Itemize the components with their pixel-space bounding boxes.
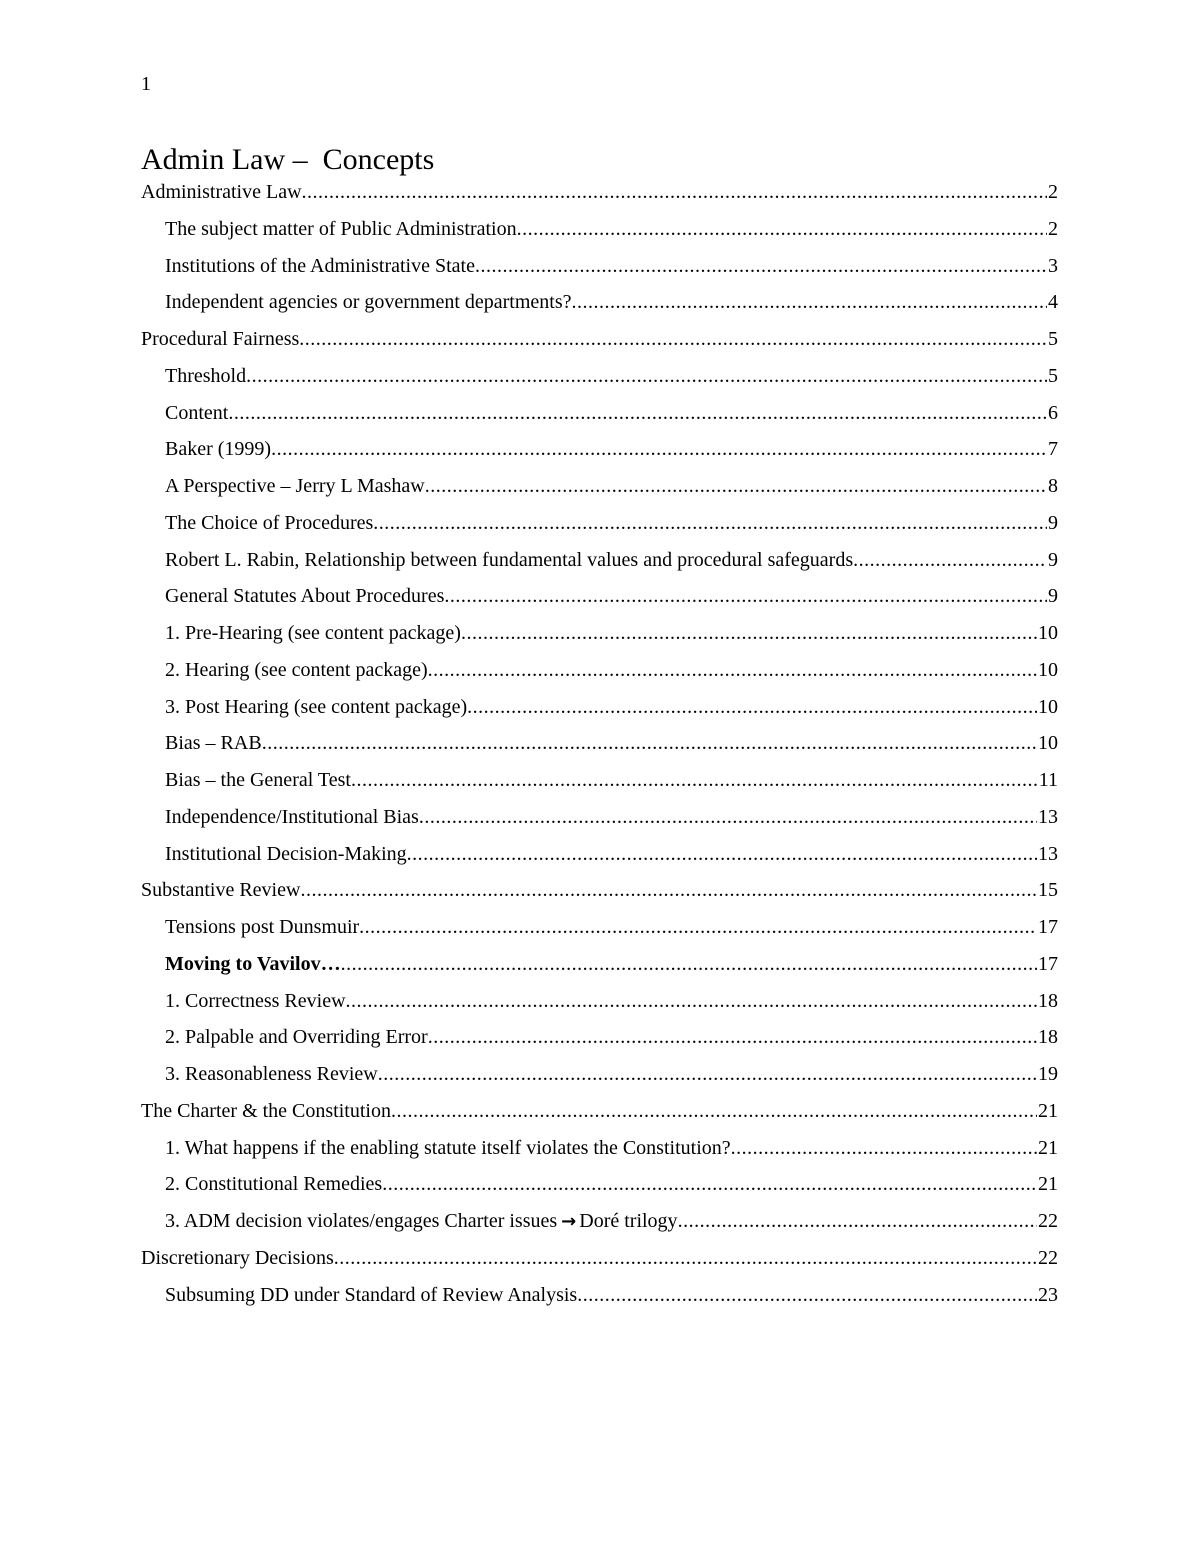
toc-entry-label: [141, 872, 300, 908]
toc-dot-leader: [517, 211, 1047, 247]
toc-entry-text: 1. What happens if the enabling statute itself violates the Constitution?: [165, 1136, 731, 1159]
toc-entry-text: Bias – the General Test: [165, 769, 351, 791]
toc-subheading-entry[interactable]: [141, 578, 1058, 615]
toc-entry-label: [165, 248, 475, 284]
toc-entry-label: [165, 1203, 678, 1240]
toc-entry-text: The subject matter of Public Administration: [165, 217, 517, 240]
toc-subheading-entry[interactable]: [141, 725, 1058, 762]
toc-subheading-entry[interactable]: [141, 211, 1058, 248]
toc-subheading-entry[interactable]: [141, 431, 1058, 468]
toc-entry-text: Bias – RAB: [165, 732, 262, 755]
toc-entry-text: A Perspective – Jerry L Mashaw: [165, 475, 425, 497]
toc-page-number: 8: [1048, 475, 1058, 497]
toc-page-number: 10: [1038, 695, 1058, 718]
toc-entry-label: [165, 542, 853, 578]
toc-dot-leader: [425, 468, 1047, 504]
toc-page-number: 11: [1038, 769, 1058, 791]
toc-entry-text: Baker (1999): [165, 438, 272, 461]
toc-entry-label: [165, 909, 359, 945]
toc-subheading-entry[interactable]: [141, 542, 1058, 579]
toc-entry-label: [165, 946, 341, 982]
toc-entry-text: General Statutes About Procedures: [165, 585, 445, 608]
toc-entry-label: [165, 799, 419, 835]
toc-entry-label: [141, 321, 299, 357]
toc-dot-leader: [572, 284, 1047, 320]
toc-heading-entry[interactable]: [141, 1240, 1058, 1277]
toc-page-number: 21: [1038, 1173, 1058, 1196]
toc-entry-text: 2. Constitutional Remedies: [165, 1173, 383, 1196]
toc-entry-text: 1. Correctness Review: [165, 989, 346, 1012]
toc-subheading-entry[interactable]: [141, 284, 1058, 321]
toc-dot-leader: [407, 836, 1037, 872]
toc-entry-label: [165, 578, 444, 614]
toc-page-number: 2: [1048, 217, 1058, 240]
toc-page-number: 13: [1038, 805, 1058, 828]
toc-page-number: 21: [1038, 1099, 1058, 1122]
toc-dot-leader: [300, 872, 1037, 908]
toc-subheading-entry[interactable]: [141, 909, 1058, 946]
toc-entry-text: Administrative Law: [141, 181, 302, 203]
toc-entry-label: [165, 211, 517, 247]
toc-page-number: 10: [1038, 622, 1058, 644]
toc-entry-label: [165, 431, 271, 467]
toc-page-number: 15: [1038, 879, 1058, 902]
toc-page-number: 17: [1038, 916, 1058, 938]
toc-entry-label: [165, 615, 461, 651]
toc-entry-text: 3. Reasonableness Review: [165, 1063, 378, 1085]
toc-page-number: 2: [1048, 181, 1058, 203]
toc-subheading-entry[interactable]: [141, 1056, 1058, 1093]
toc-entry-label: [165, 468, 425, 504]
toc-dot-leader: [359, 909, 1037, 945]
toc-page-number: 21: [1038, 1136, 1058, 1159]
toc-dot-leader: [228, 395, 1047, 431]
toc-subheading-entry[interactable]: [141, 1203, 1058, 1240]
toc-entry-text: Threshold: [165, 364, 247, 387]
toc-page-number: 19: [1038, 1063, 1058, 1085]
toc-subheading-entry[interactable]: [141, 395, 1058, 432]
toc-entry-text: Procedural Fairness: [141, 328, 300, 350]
toc-entry-label: [141, 1240, 334, 1276]
toc-page-number: 17: [1038, 952, 1058, 975]
toc-heading-entry[interactable]: [141, 872, 1058, 909]
toc-dot-leader: [467, 689, 1037, 725]
toc-entry-text: 3. Post Hearing (see content package): [165, 695, 468, 718]
toc-page-number: 13: [1038, 842, 1058, 865]
toc-entry-text: Tensions post Dunsmuir: [165, 916, 360, 938]
toc-entry-label: [141, 1093, 391, 1129]
right-arrow-icon: →: [561, 1211, 577, 1232]
toc-subheading-entry[interactable]: [141, 1166, 1058, 1203]
toc-subheading-entry[interactable]: [141, 505, 1058, 542]
toc-entry-text: Robert L. Rabin, Relationship between fundamental values and procedural safeguards: [165, 548, 854, 571]
toc-dot-leader: [678, 1203, 1037, 1239]
toc-entry-text: Discretionary Decisions: [141, 1246, 334, 1269]
toc-subheading-entry[interactable]: [141, 468, 1058, 505]
toc-subheading-entry[interactable]: [141, 836, 1058, 873]
toc-entry-label: [165, 284, 572, 320]
toc-dot-leader: [428, 652, 1037, 688]
toc-entry-text: 2. Palpable and Overriding Error: [165, 1026, 428, 1049]
toc-subheading-entry[interactable]: [141, 762, 1058, 799]
toc-page-number: 5: [1048, 364, 1058, 387]
toc-entry-label: [165, 983, 346, 1019]
toc-entry-label: [165, 1130, 731, 1166]
toc-page-number: 18: [1038, 1026, 1058, 1049]
toc-entry-label: [165, 1277, 577, 1313]
toc-dot-leader: [428, 1019, 1037, 1055]
toc-entry-label: [165, 395, 228, 431]
toc-subheading-entry[interactable]: [141, 1130, 1058, 1167]
toc-dot-leader: [299, 321, 1047, 357]
toc-entry-text: Subsuming DD under Standard of Review Analysis: [165, 1283, 578, 1306]
toc-page-number: 4: [1048, 291, 1058, 314]
toc-entry-text: The Choice of Procedures: [165, 511, 374, 534]
toc-page-number: 9: [1048, 548, 1058, 571]
toc-heading-entry[interactable]: [141, 174, 1058, 211]
toc-dot-leader: [382, 1166, 1037, 1202]
toc-entry-label: [165, 1166, 382, 1202]
toc-dot-leader: [475, 248, 1047, 284]
toc-entry-text: Institutional Decision-Making: [165, 842, 407, 865]
toc-subheading-entry[interactable]: [141, 689, 1058, 726]
toc-page-number: 18: [1038, 989, 1058, 1012]
toc-dot-leader: [444, 578, 1047, 614]
toc-entry-text: Independent agencies or government departments?: [165, 291, 572, 314]
toc-page-number: 6: [1048, 401, 1058, 424]
toc-entry-label: [141, 174, 302, 210]
toc-dot-leader: [853, 542, 1047, 578]
toc-heading-entry[interactable]: [141, 1093, 1058, 1130]
toc-page-number: 10: [1038, 658, 1058, 681]
toc-page-number: 9: [1048, 585, 1058, 608]
toc-dot-leader: [577, 1277, 1037, 1313]
toc-dot-leader: [346, 983, 1037, 1019]
toc-entry-text-continued: Doré trilogy: [579, 1210, 678, 1232]
toc-subheading-entry[interactable]: [141, 248, 1058, 285]
page-number: 1: [141, 73, 151, 95]
toc-entry-text: Content: [165, 401, 229, 424]
toc-dot-leader: [302, 174, 1047, 210]
toc-entry-text: 3. ADM decision violates/engages Charter issues: [165, 1210, 558, 1232]
toc-entry-text: 2. Hearing (see content package): [165, 658, 428, 681]
toc-page-number: 7: [1048, 438, 1058, 461]
toc-dot-leader: [731, 1130, 1037, 1166]
toc-subheading-entry[interactable]: [141, 983, 1058, 1020]
toc-entry-label: [165, 689, 467, 725]
toc-entry-text: The Charter & the Constitution: [141, 1099, 391, 1122]
toc-entry-text: Independence/Institutional Bias: [165, 805, 419, 828]
toc-dot-leader: [246, 358, 1047, 394]
toc-entry-label: [165, 1056, 378, 1092]
toc-dot-leader: [373, 505, 1047, 541]
toc-subheading-entry[interactable]: [141, 358, 1058, 395]
toc-entry-text: Institutions of the Administrative State: [165, 254, 475, 277]
toc-dot-leader: [271, 431, 1047, 467]
toc-dot-leader: [378, 1056, 1037, 1092]
toc-page-number: 23: [1038, 1283, 1058, 1306]
toc-page-number: 3: [1048, 254, 1058, 277]
toc-page-number: 5: [1048, 328, 1058, 350]
toc-heading-entry[interactable]: [141, 321, 1058, 358]
toc-dot-leader: [351, 762, 1038, 798]
toc-subheading-entry[interactable]: [141, 1277, 1058, 1314]
toc-subheading-entry[interactable]: [141, 652, 1058, 689]
toc-dot-leader: [262, 725, 1037, 761]
toc-entry-text: 1. Pre-Hearing (see content package): [165, 622, 461, 644]
page-title: Admin Law – Concepts: [141, 143, 435, 176]
toc-dot-leader: [391, 1093, 1037, 1129]
toc-subheading-entry[interactable]: [141, 1019, 1058, 1056]
toc-page-number: 22: [1038, 1246, 1058, 1269]
toc-entry-label: [165, 652, 428, 688]
toc-dot-leader: [419, 799, 1037, 835]
toc-dot-leader: [334, 1240, 1037, 1276]
toc-entry-label: [165, 505, 373, 541]
toc-page-number: 10: [1038, 732, 1058, 755]
toc-entry-label: [165, 1019, 428, 1055]
toc-entry-label: [165, 358, 246, 394]
toc-subheading-entry[interactable]: [141, 615, 1058, 652]
toc-page-number: 9: [1048, 511, 1058, 534]
toc-entry-label: [165, 725, 262, 761]
toc-subheading-entry[interactable]: [141, 946, 1058, 983]
toc-entry-label: [165, 836, 407, 872]
toc-subheading-entry[interactable]: [141, 799, 1058, 836]
toc-dot-leader: [341, 946, 1037, 982]
toc-entry-text: Moving to Vavilov…: [165, 952, 341, 975]
toc-entry-text: Substantive Review: [141, 879, 301, 902]
toc-entry-label: [165, 762, 351, 798]
toc-page-number: 22: [1038, 1210, 1058, 1232]
table-of-contents: [141, 174, 1058, 1313]
toc-dot-leader: [461, 615, 1037, 651]
